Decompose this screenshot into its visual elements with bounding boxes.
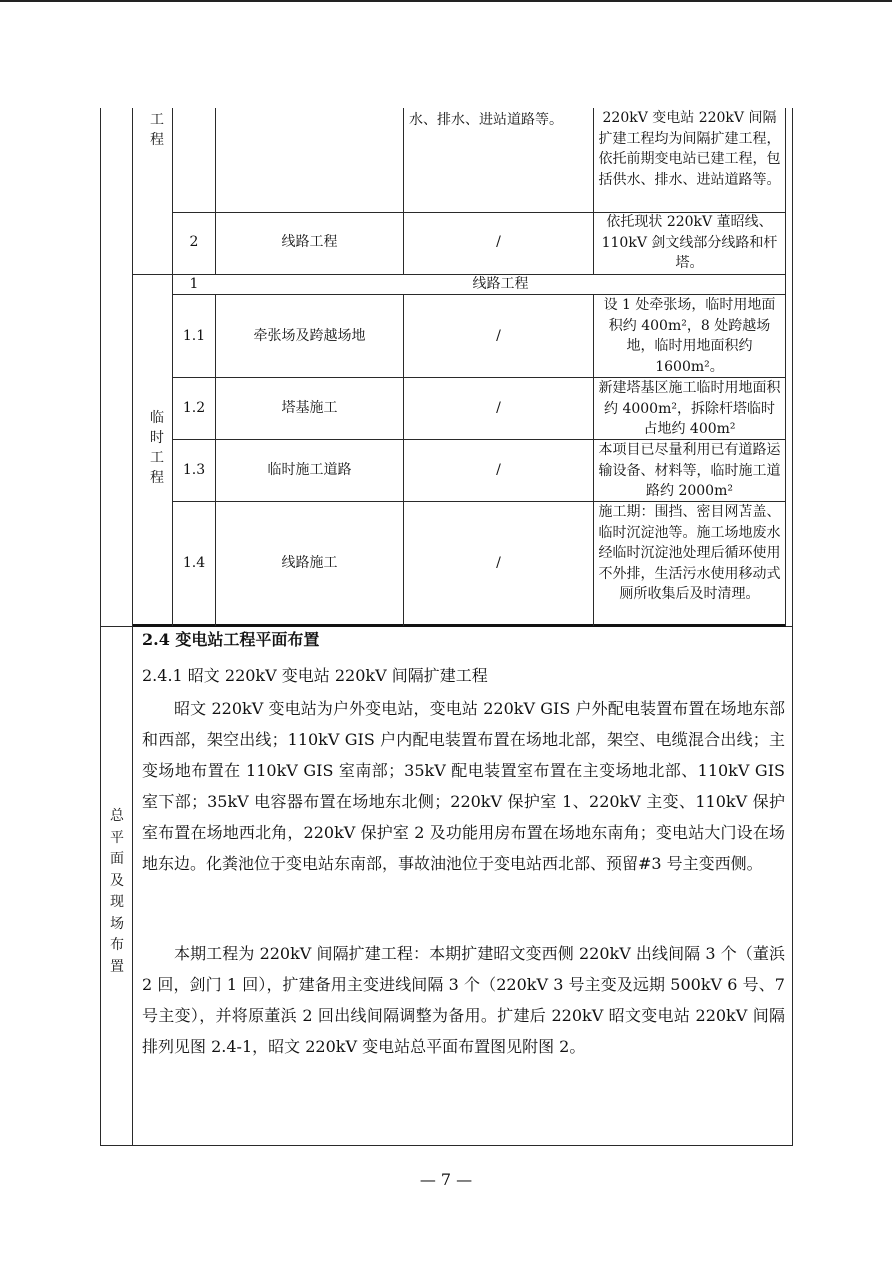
row-1-3-notes: 本项目已尽量利用已有道路运输设备、材料等，临时施工道路约 2000m² bbox=[598, 442, 781, 499]
section-label-engineering: 工 程 bbox=[150, 112, 164, 148]
row-1-3-name: 临时施工道路 bbox=[267, 462, 352, 478]
row-1-title: 线路工程 bbox=[472, 276, 529, 292]
section-title: 2.4 变电站工程平面布置 bbox=[142, 630, 320, 649]
row-1-4-slash: / bbox=[496, 555, 501, 571]
row-2-notes: 依托现状 220kV 董昭线、110kV 剑文线部分线路和杆塔。 bbox=[601, 214, 778, 271]
row-1-4-notes: 施工期：围挡、密目网苫盖、临时沉淀池等。施工场地废水经临时沉淀池处理后循环使用不外排，生活污水使用移动式厕所收集后及时清理。 bbox=[598, 504, 781, 602]
row-a-description: 水、排水、进站道路等。 bbox=[409, 112, 563, 128]
paragraph-2: 本期工程为 220kV 间隔扩建工程：本期扩建昭文变西侧 220kV 出线间隔 3 个（董浜 2 回，剑门 1 回），扩建备用主变进线间隔 3 个（220kV 3 号主变及远期 500kV 6 号、7 号主变），并将原董浜 2 回出线间隔调整为备用。扩建后 220kV 昭文变电站 220kV 间隔排列见图 2.4-1，昭文 220kV 变电站总平面布置图见附图 2。 bbox=[142, 944, 785, 1056]
row-2-name: 线路工程 bbox=[281, 234, 338, 250]
row-1-2-notes: 新建塔基区施工临时用地面积约 4000m²，拆除杆塔临时占地约 400m² bbox=[598, 380, 781, 437]
row-1-2-slash: / bbox=[496, 400, 501, 416]
row-a-notes: 220kV 变电站 220kV 间隔扩建工程均为间隔扩建工程，依托前期变电站已建工程，包括供水、排水、进站道路等。 bbox=[598, 110, 781, 188]
row-1-2-name: 塔基施工 bbox=[281, 400, 338, 416]
row-1-number: 1 bbox=[189, 276, 199, 292]
paragraph-1: 昭文 220kV 变电站为户外变电站，变电站 220kV GIS 户外配电装置布置在场地东部和西部，架空出线；110kV GIS 户内配电装置布置在场地北部，架空、电缆混合出线；主变场地布置在 110kV GIS 室南部；35kV 配电装置室布置在主变场地北部、110kV GIS 室下部；35kV 电容器布置在场地东北侧；220kV 保护室 1、220kV 主变、110kV 保护室布置在场地西北角，220kV 保护室 2 及功能用房布置在场地东南角；变电站大门设在场地东边。化粪池位于变电站东南部，事故油池位于变电站西北部、预留#3 号主变西侧。 bbox=[142, 699, 785, 873]
row-1-3-number: 1.3 bbox=[182, 462, 206, 478]
section-label-temporary-engineering: 临 时 工 程 bbox=[150, 410, 164, 486]
row-2-slash: / bbox=[496, 234, 501, 250]
page-top-border bbox=[0, 0, 892, 2]
row-1-1-number: 1.1 bbox=[182, 328, 206, 344]
row-1-4-name: 线路施工 bbox=[281, 555, 338, 571]
side-label-layout: 总 平 面 及 现 场 布 置 bbox=[110, 808, 124, 975]
subsection-title: 2.4.1 昭文 220kV 变电站 220kV 间隔扩建工程 bbox=[142, 666, 488, 685]
row-1-2-number: 1.2 bbox=[182, 400, 206, 416]
row-1-3-slash: / bbox=[496, 462, 501, 478]
row-1-4-number: 1.4 bbox=[182, 555, 206, 571]
row-1-1-notes: 设 1 处牵张场，临时用地面积约 400m²，8 处跨越场地，临时用地面积约 1600m²。 bbox=[603, 297, 776, 375]
row-1-1-slash: / bbox=[496, 328, 501, 344]
row-2-number: 2 bbox=[189, 234, 199, 250]
row-1-1-name: 牵张场及跨越场地 bbox=[253, 328, 366, 344]
page-number: — 7 — bbox=[419, 1170, 473, 1189]
